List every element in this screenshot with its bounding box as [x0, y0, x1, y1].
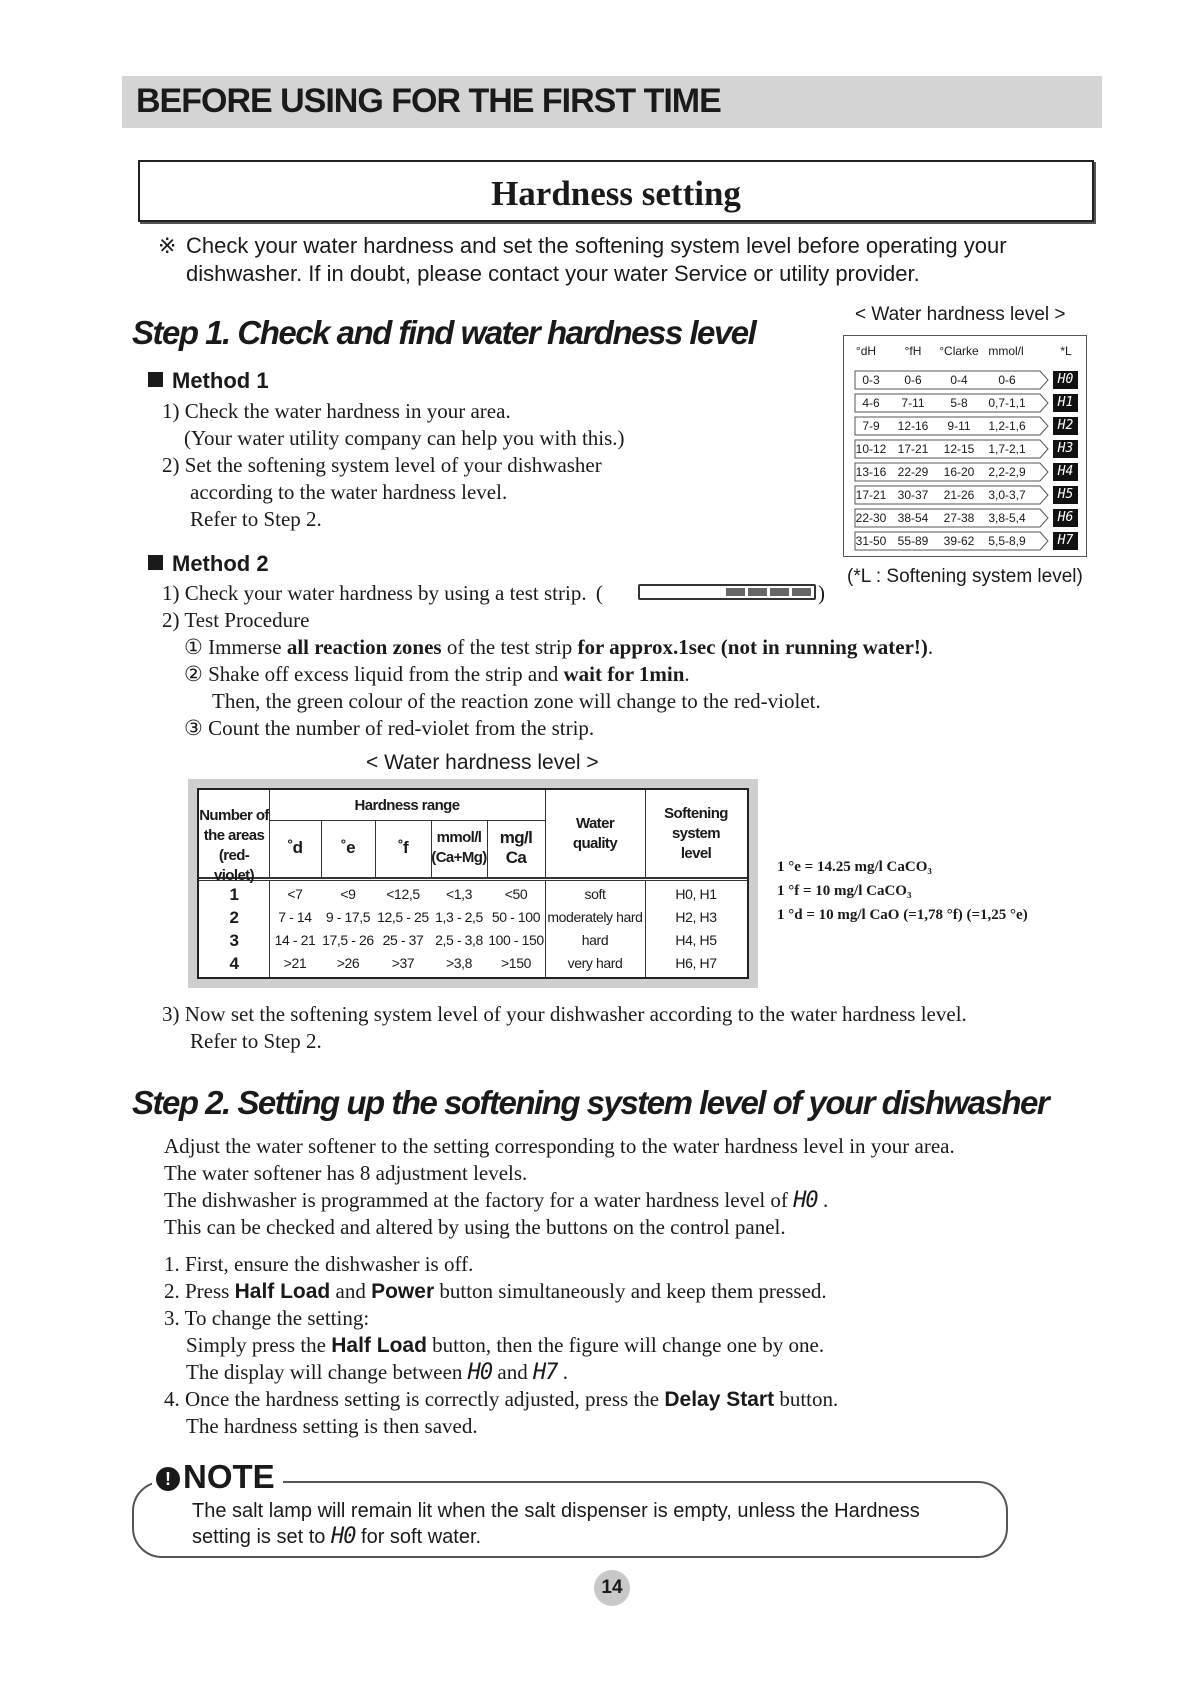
- level-display-badge: H2: [1053, 417, 1078, 435]
- big-table-cell: very hard: [567, 955, 623, 971]
- softening-level-legend: (*L : Softening system level): [847, 566, 1083, 587]
- step2-instruction-1: 1. First, ensure the dishwasher is off.: [164, 1252, 474, 1276]
- step2-instruction-4b: The hardness setting is then saved.: [186, 1414, 478, 1438]
- method2-line-2: 2) Test Procedure: [162, 608, 310, 632]
- small-table-cell: 17-21: [897, 442, 929, 456]
- text: and: [330, 1279, 372, 1303]
- big-table-cell: 2: [229, 908, 239, 927]
- small-table-cell: 12-15: [943, 442, 975, 456]
- small-table-cell: 0-6: [998, 373, 1016, 387]
- big-table-cell: <7: [287, 886, 303, 902]
- text: The display will change between: [186, 1360, 468, 1384]
- header-unit-f: ˚f: [397, 838, 409, 857]
- big-table-cell: 3: [229, 931, 239, 950]
- header-text: (Ca+Mg): [431, 849, 487, 866]
- small-table-row: [854, 485, 1082, 505]
- header-softening-level: [645, 804, 747, 864]
- level-display-badge: H3: [1053, 440, 1078, 458]
- text: Shake off excess liquid from the strip and: [202, 662, 564, 686]
- big-table-cell: 12,5 - 25: [377, 909, 429, 925]
- big-table-cell: H0, H1: [675, 886, 717, 902]
- big-table-cell: hard: [581, 932, 609, 948]
- level-display-badge: H7: [1053, 532, 1078, 550]
- header-areas: [199, 806, 269, 886]
- paren-close: ): [818, 581, 825, 605]
- big-table-cell: 25 - 37: [382, 932, 424, 948]
- test-strip-illustration: [638, 584, 816, 600]
- title-box: [138, 160, 1094, 222]
- grid-line: [199, 880, 747, 881]
- text: .: [927, 635, 934, 659]
- small-table-cell: 21-26: [943, 488, 975, 502]
- small-table-cell: 22-30: [855, 511, 887, 525]
- method2-line-3: 3) Now set the softening system level of your dishwasher according to the water hardness level.: [162, 1002, 967, 1026]
- text: 4. Once the hardness setting is correctly adjusted, press the: [164, 1387, 665, 1411]
- small-table-header: [844, 340, 1088, 362]
- text: The dishwasher is programmed at the factory for a water hardness level of: [164, 1188, 794, 1212]
- header-text: Water: [575, 815, 615, 832]
- big-table-cell: 17,5 - 26: [322, 932, 374, 948]
- small-table-row: [854, 462, 1082, 482]
- header-text: Softening: [664, 805, 728, 822]
- small-table-cell: 39-62: [943, 534, 975, 548]
- header-text: Number of: [199, 807, 269, 824]
- big-table-cell: <50: [504, 886, 528, 902]
- big-table-cell: 50 - 100: [491, 909, 541, 925]
- page-title: Hardness setting: [491, 174, 741, 213]
- header-hardness-range: Hardness range: [354, 797, 460, 814]
- small-table-row: [854, 508, 1082, 528]
- step2-para-2: The water softener has 8 adjustment levels.: [164, 1161, 528, 1185]
- section-banner: [122, 76, 1102, 128]
- note-title: NOTE: [183, 1458, 275, 1495]
- method2-heading: [148, 551, 269, 577]
- big-table-cell: >37: [391, 955, 415, 971]
- text: Simply press the: [186, 1333, 332, 1357]
- big-table-cell: 100 - 150: [488, 932, 544, 948]
- small-table-cell: 9-11: [947, 419, 971, 433]
- conversion-line: 1 °e = 14.25 mg/l CaCO₃: [777, 859, 932, 875]
- big-table-cell: H6, H7: [675, 955, 717, 971]
- grid-line: [199, 877, 747, 879]
- small-table-cell: 55-89: [897, 534, 929, 548]
- step2-heading: Step 2. Setting up the softening system level of your dishwasher: [132, 1084, 1049, 1121]
- small-table-cell: 5-8: [950, 396, 968, 410]
- small-table-cell: 2,2-2,9: [988, 465, 1026, 479]
- big-table-cell: <1,3: [445, 886, 473, 902]
- small-table-row: [854, 439, 1082, 459]
- small-table-cell: 5,5-8,9: [988, 534, 1026, 548]
- big-hardness-table: [188, 779, 758, 988]
- small-table-row: [854, 416, 1082, 436]
- big-table-cell: 4: [229, 954, 239, 973]
- bold-text: for approx.1sec (not in running water!): [577, 635, 928, 659]
- level-display-badge: H0: [1053, 371, 1078, 389]
- small-table-cell: 38-54: [897, 511, 929, 525]
- header-water-quality: [545, 814, 645, 854]
- big-table-cell: 7 - 14: [278, 909, 312, 925]
- note-line-2: [192, 1524, 920, 1550]
- big-table-cell: 9 - 17,5: [325, 909, 371, 925]
- method1-line-3: 2) Set the softening system level of your dishwasher: [162, 453, 602, 477]
- header-text: Ca: [505, 848, 527, 867]
- step2-instruction-3: 3. To change the setting:: [164, 1306, 370, 1330]
- intro-line-2: dishwasher. If in doubt, please contact your water Service or utility provider.: [186, 261, 920, 286]
- level-display-badge: H4: [1053, 463, 1078, 481]
- header-unit-mmol: [431, 828, 487, 868]
- header-text: mg/l: [499, 828, 533, 847]
- strip-zone: [726, 588, 745, 596]
- step2-instruction-3c: [186, 1359, 568, 1386]
- small-table-cell: 12-16: [897, 419, 929, 433]
- header-level: *L: [1060, 344, 1072, 358]
- small-table-cell: 0-4: [950, 373, 968, 387]
- small-table-cell: 7-11: [901, 396, 925, 410]
- header-unit-mgl: [487, 828, 545, 868]
- display-code-h0: H0: [793, 1188, 818, 1213]
- text: 2. Press: [164, 1279, 235, 1303]
- level-display-badge: H1: [1053, 394, 1078, 412]
- display-code-h0: H0: [467, 1360, 493, 1385]
- text: .: [684, 662, 690, 686]
- grid-line: [269, 820, 545, 821]
- small-table-cell: 30-37: [897, 488, 929, 502]
- button-name-half-load: Half Load: [234, 1280, 331, 1303]
- text: setting is set to: [192, 1526, 331, 1548]
- banner-title: BEFORE USING FOR THE FIRST TIME: [136, 82, 721, 120]
- step-number: ②: [184, 662, 203, 686]
- small-table-cell: 22-29: [897, 465, 929, 479]
- method2-line-1: [162, 580, 603, 607]
- conversion-line: 1 °d = 10 mg/l CaO (=1,78 °f) (=1,25 °e): [777, 907, 1028, 923]
- note-text: [192, 1498, 920, 1550]
- method1-line-1: 1) Check the water hardness in your area.: [162, 399, 511, 423]
- small-table-cell: 1,7-2,1: [988, 442, 1026, 456]
- method1-label: Method 1: [172, 368, 269, 393]
- exclamation-icon: !: [156, 1467, 180, 1491]
- procedure-step-2: [184, 661, 690, 688]
- step2-instruction-3b: [186, 1332, 824, 1359]
- procedure-step-3: ③ Count the number of red-violet from the strip.: [184, 716, 595, 740]
- bold-text: all reaction zones: [286, 635, 442, 659]
- method2-line-3b: Refer to Step 2.: [190, 1029, 322, 1053]
- small-table-cell: 10-12: [855, 442, 887, 456]
- procedure-step-2b: Then, the green colour of the reaction zone will change to the red-violet.: [212, 689, 821, 713]
- bold-text: wait for 1min: [563, 662, 685, 686]
- strip-zone: [792, 588, 811, 596]
- note-line-1: The salt lamp will remain lit when the salt dispenser is empty, unless the Hardness: [192, 1500, 920, 1522]
- header-text: system: [671, 825, 721, 842]
- header-clarke: °Clarke: [939, 344, 979, 358]
- big-table-cell: moderately hard: [547, 909, 643, 925]
- big-table-cell: >21: [283, 955, 307, 971]
- big-table-cell: >3,8: [445, 955, 473, 971]
- header-dh: °dH: [855, 344, 877, 358]
- reference-mark-icon: ※: [158, 233, 177, 258]
- unit-conversions: [777, 855, 1028, 927]
- square-bullet-icon: [148, 372, 163, 387]
- small-table-cell: 0-3: [862, 373, 880, 387]
- small-table-cell: 31-50: [855, 534, 887, 548]
- button-name-delay-start: Delay Start: [664, 1388, 775, 1411]
- step1-heading: Step 1. Check and find water hardness level: [132, 314, 756, 351]
- level-display-badge: H6: [1053, 509, 1078, 527]
- small-table-cell: 27-38: [943, 511, 975, 525]
- intro-note: [158, 232, 1058, 288]
- step-number: ①: [184, 635, 203, 659]
- text: and: [492, 1360, 533, 1384]
- big-table-cell: <9: [340, 886, 356, 902]
- method1-line-2: (Your water utility company can help you with this.): [184, 426, 625, 450]
- text: button.: [774, 1387, 839, 1411]
- method2-label: Method 2: [172, 551, 269, 576]
- big-table-cell: H4, H5: [675, 932, 717, 948]
- text: button, then the figure will change one by one.: [426, 1333, 825, 1357]
- header-fh: °fH: [904, 344, 922, 358]
- small-table-row: [854, 393, 1082, 413]
- text: .: [557, 1360, 568, 1384]
- small-table-cell: 0,7-1,1: [988, 396, 1026, 410]
- strip-zone: [770, 588, 789, 596]
- button-name-power: Power: [371, 1280, 435, 1303]
- note-heading: [152, 1458, 283, 1496]
- big-table-cell: >26: [336, 955, 360, 971]
- small-hardness-table: [843, 335, 1087, 557]
- small-table-cell: 3,0-3,7: [988, 488, 1026, 502]
- level-display-badge: H5: [1053, 486, 1078, 504]
- big-table-cell: 1,3 - 2,5: [435, 909, 483, 925]
- text: of the test strip: [441, 635, 578, 659]
- strip-zone: [748, 588, 767, 596]
- small-table-cell: 0-6: [904, 373, 922, 387]
- step2-para-3: [164, 1187, 828, 1214]
- display-code-h7: H7: [532, 1360, 558, 1385]
- small-table-cell: 13-16: [855, 465, 887, 479]
- header-text: level: [680, 845, 712, 862]
- big-table-inner: [197, 788, 749, 979]
- small-table-cell: 17-21: [855, 488, 887, 502]
- text: .: [817, 1188, 829, 1212]
- big-table-cell: 14 - 21: [274, 932, 316, 948]
- header-text: (red-violet): [214, 847, 254, 884]
- method1-heading: [148, 368, 269, 394]
- step2-para-1: Adjust the water softener to the setting corresponding to the water hardness level in your area.: [164, 1134, 955, 1158]
- small-hardness-table-title: < Water hardness level >: [855, 304, 1066, 325]
- small-table-cell: 3,8-5,4: [988, 511, 1026, 525]
- button-name-half-load: Half Load: [331, 1334, 427, 1357]
- small-table-row: [854, 531, 1082, 551]
- method2-line-1-text: 1) Check your water hardness by using a test strip.: [162, 581, 587, 605]
- display-code-h0: H0: [330, 1524, 356, 1549]
- text: for soft water.: [355, 1526, 482, 1548]
- paren-open: (: [595, 581, 603, 605]
- small-table-cell: 16-20: [943, 465, 975, 479]
- method1-line-5: Refer to Step 2.: [190, 507, 322, 531]
- header-unit-e: ˚e: [341, 838, 355, 857]
- big-table-cell: <12,5: [386, 886, 420, 902]
- big-table-cell: 1: [229, 885, 239, 904]
- procedure-step-1: [184, 634, 933, 661]
- big-table-cell: H2, H3: [675, 909, 717, 925]
- small-table-cell: 7-9: [862, 419, 880, 433]
- big-hardness-table-title: < Water hardness level >: [366, 751, 599, 774]
- header-unit-d: ˚d: [287, 838, 303, 857]
- method1-line-4: according to the water hardness level.: [190, 480, 508, 504]
- text: Immerse: [202, 635, 287, 659]
- big-table-cell: soft: [584, 886, 606, 902]
- small-table-cell: 1,2-1,6: [988, 419, 1026, 433]
- header-text: quality: [572, 835, 618, 852]
- big-table-cell: >150: [501, 955, 531, 971]
- small-table-cell: 4-6: [862, 396, 880, 410]
- header-text: mmol/l: [436, 829, 482, 846]
- big-table-cell: 2,5 - 3,8: [435, 932, 483, 948]
- step2-instruction-4: [164, 1386, 838, 1413]
- intro-line-1: Check your water hardness and set the softening system level before operating your: [186, 233, 1007, 258]
- text: button simultaneously and keep them pressed.: [434, 1279, 827, 1303]
- header-mmol: mmol/l: [988, 344, 1024, 358]
- conversion-line: 1 °f = 10 mg/l CaCO₃: [777, 883, 912, 899]
- square-bullet-icon: [148, 555, 163, 570]
- page-number: 14: [594, 1570, 630, 1606]
- header-text: the areas: [203, 827, 265, 844]
- step2-para-4: This can be checked and altered by using the buttons on the control panel.: [164, 1215, 786, 1239]
- step2-instruction-2: [164, 1278, 827, 1305]
- small-table-row: [854, 370, 1082, 390]
